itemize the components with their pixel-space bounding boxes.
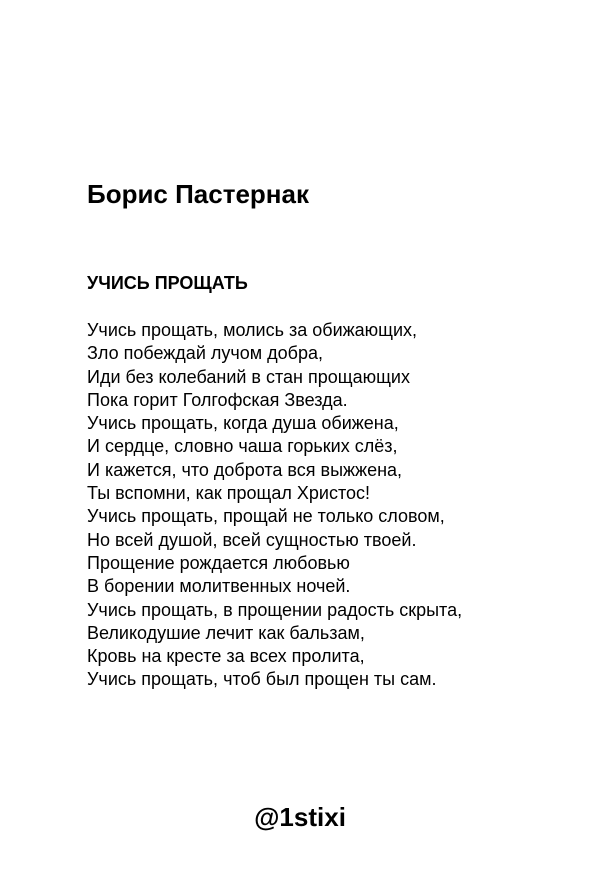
poem-line: И сердце, словно чаша горьких слёз,: [87, 436, 398, 457]
poem-line: Кровь на кресте за всех пролита,: [87, 646, 365, 667]
poem-line: Но всей душой, всей сущностью твоей.: [87, 529, 417, 550]
poem-line: Учись прощать, прощай не только словом,: [87, 506, 445, 527]
poem-line: И кажется, что доброта вся выжжена,: [87, 459, 403, 480]
author-name: Борис Пастернак: [87, 179, 309, 209]
poem-line: Иди без колебаний в стан прощающих: [87, 366, 410, 387]
poem-line: Ты вспомни, как прощал Христос!: [87, 483, 371, 504]
poem-title: УЧИСЬ ПРОЩАТЬ: [87, 273, 248, 293]
poem-line: В борении молитвенных ночей.: [87, 576, 351, 597]
poem-line: Учись прощать, когда душа обижена,: [87, 413, 399, 434]
poem-line: Учись прощать, молись за обижающих,: [87, 320, 418, 340]
source-handle: @1stixi: [254, 802, 346, 832]
poem-line: Зло побеждай лучом добра,: [87, 343, 323, 364]
poem-line: Великодушие лечит как бальзам,: [87, 622, 365, 643]
poem-line: Прощение рождается любовью: [87, 552, 350, 573]
poem-body: [87, 319, 462, 692]
poem-line: Пока горит Голгофская Звезда.: [87, 389, 348, 410]
poem-line: Учись прощать, в прощении радость скрыта,: [87, 599, 463, 620]
poem-line: Учись прощать, чтоб был прощен ты сам.: [87, 669, 437, 690]
